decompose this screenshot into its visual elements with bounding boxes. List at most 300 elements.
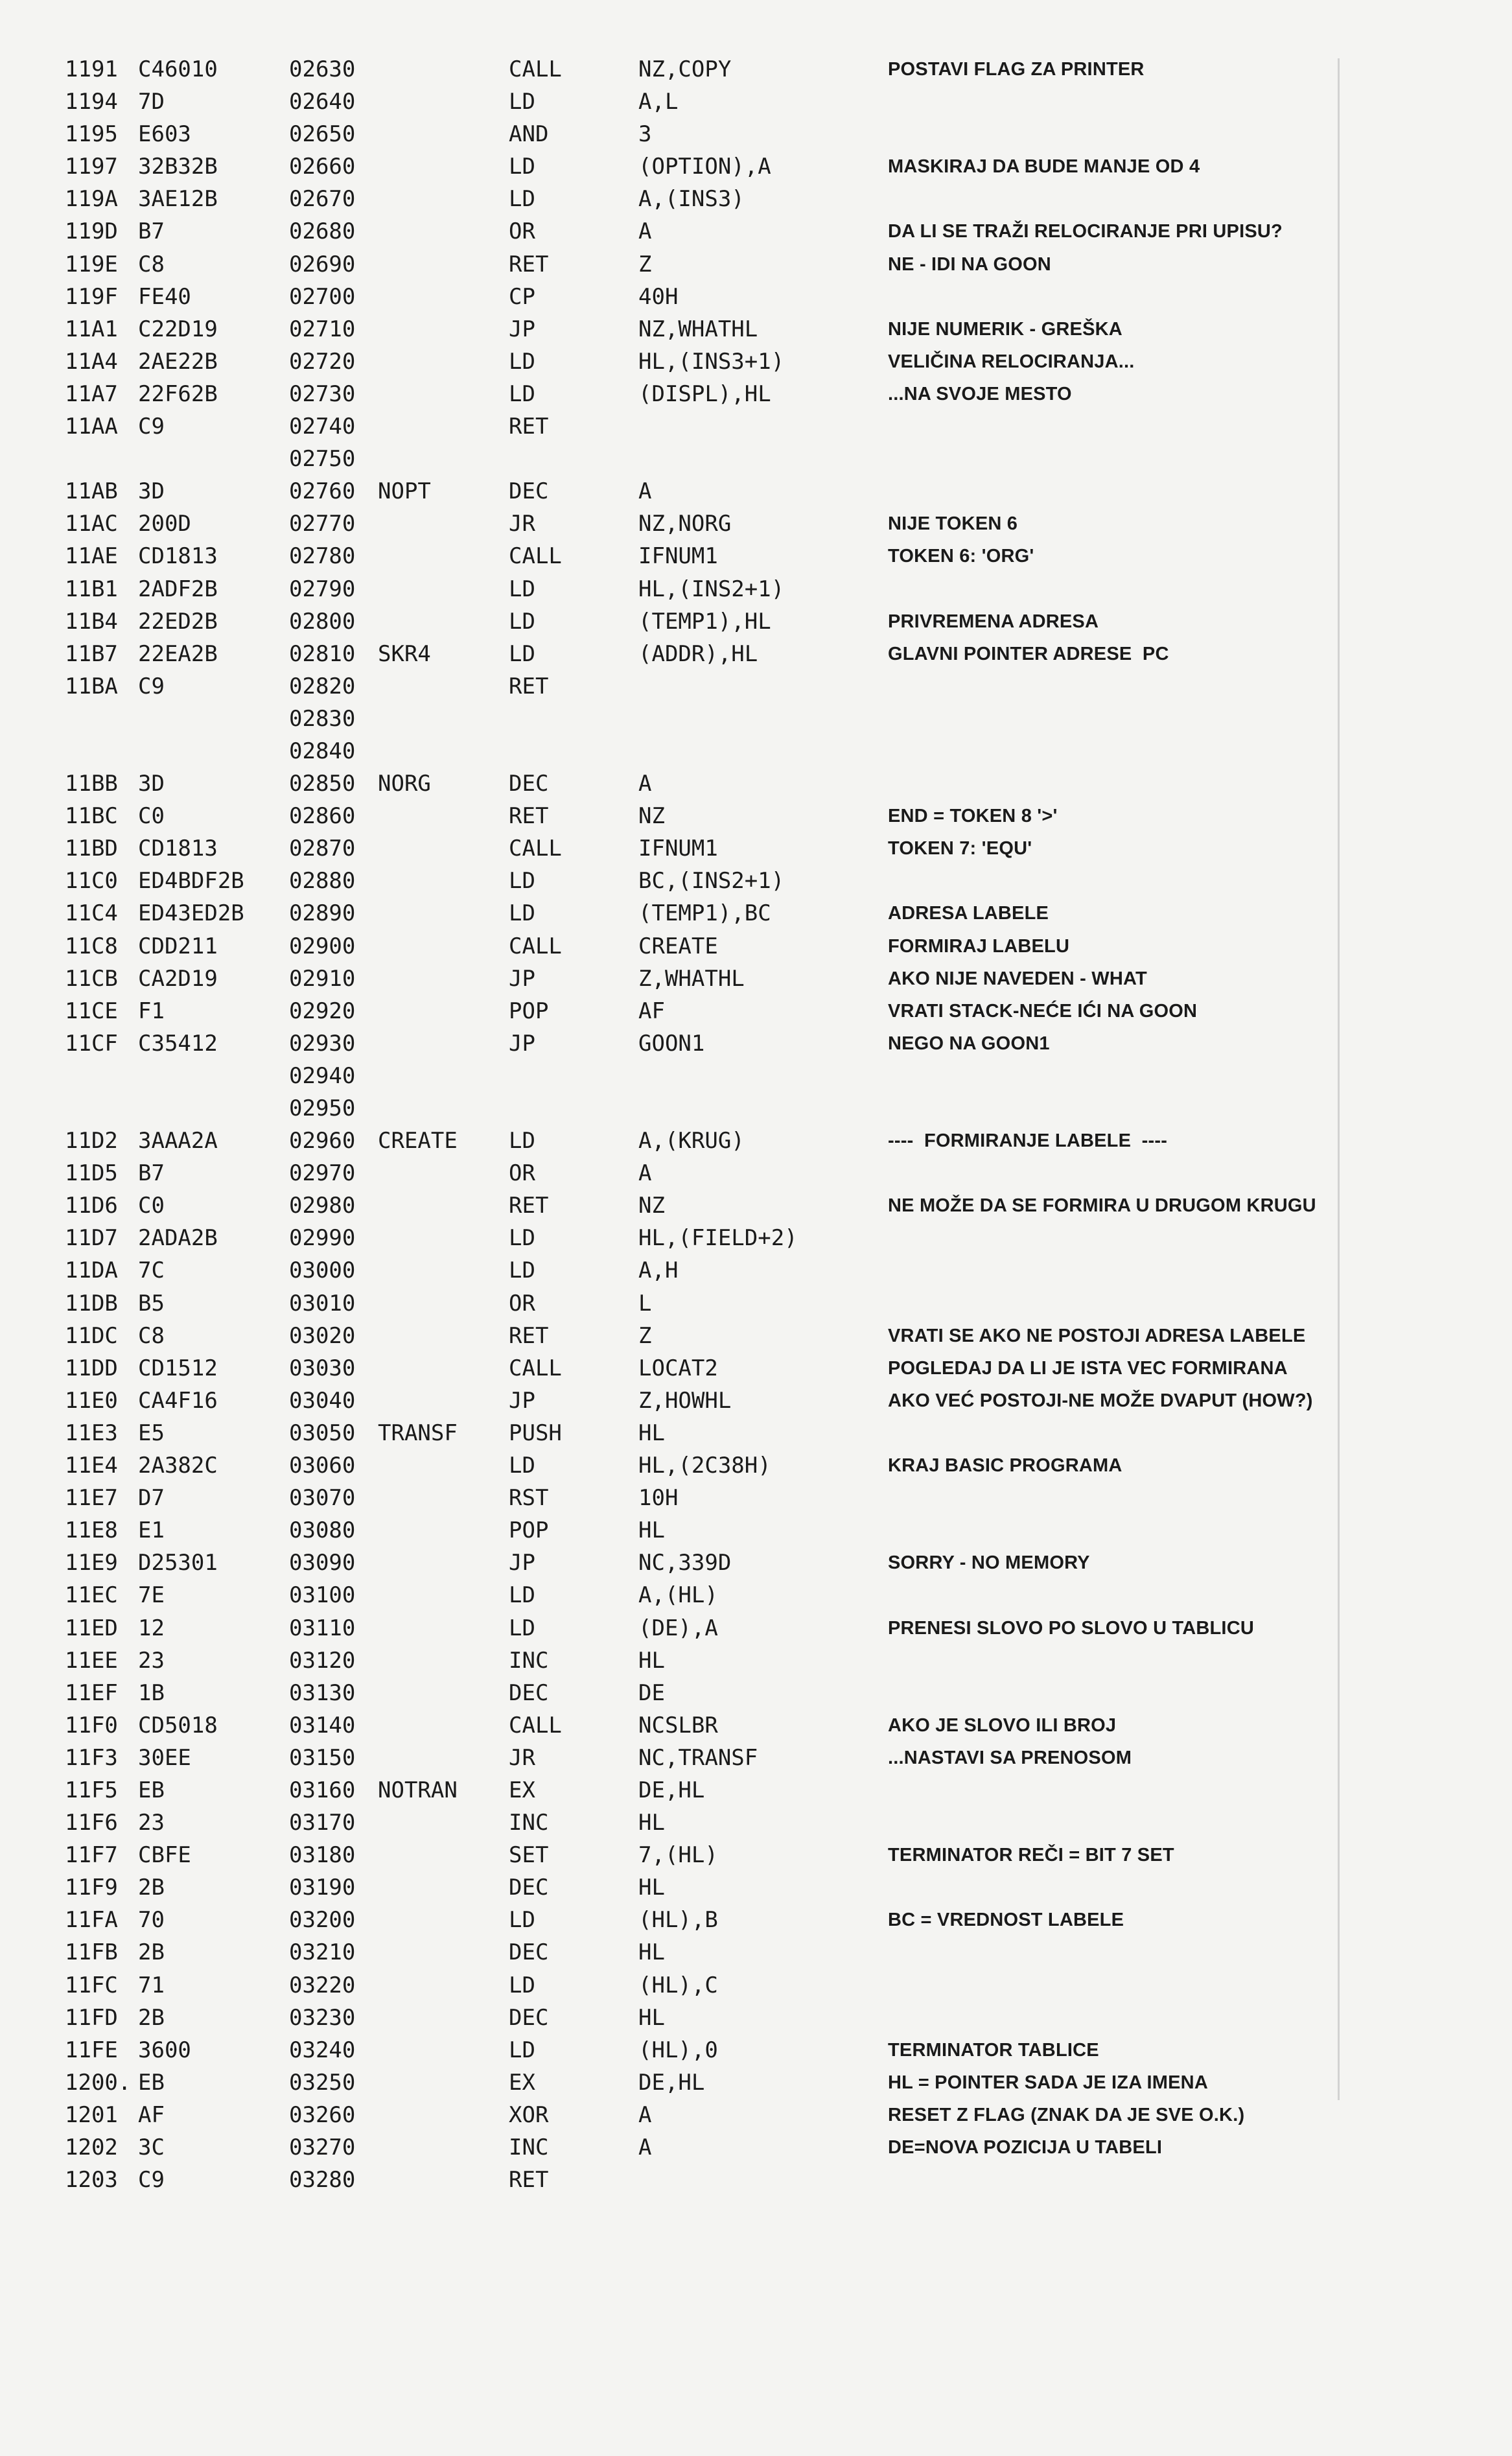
label: SKR4 xyxy=(378,640,431,667)
line-number: 02990 xyxy=(289,1225,356,1252)
machine-code: C8 xyxy=(138,1322,165,1349)
operand: DE xyxy=(638,1679,665,1706)
line-number: 02920 xyxy=(289,998,356,1024)
address: 11EE xyxy=(65,1647,118,1674)
operand: A xyxy=(638,478,652,505)
listing-row xyxy=(0,248,1512,281)
line-number: 02750 xyxy=(289,446,356,473)
address: 11EF xyxy=(65,1679,118,1706)
line-number: 02870 xyxy=(289,836,356,862)
line-number: 02790 xyxy=(289,576,356,602)
line-number: 02690 xyxy=(289,251,356,277)
listing-row xyxy=(0,1320,1512,1352)
line-number: 02980 xyxy=(289,1193,356,1219)
machine-code: D7 xyxy=(138,1485,165,1512)
address: 11DC xyxy=(65,1322,118,1349)
address: 119D xyxy=(65,218,118,245)
address: 11F9 xyxy=(65,1875,118,1901)
operand: NZ,NORG xyxy=(638,511,732,537)
address: 11E8 xyxy=(65,1517,118,1544)
machine-code: B7 xyxy=(138,218,165,245)
line-number: 02760 xyxy=(289,478,356,505)
comment: ADRESA LABELE xyxy=(888,903,1049,924)
listing-row xyxy=(0,1287,1512,1320)
machine-code: 23 xyxy=(138,1647,165,1674)
machine-code: 30EE xyxy=(138,1744,191,1771)
machine-code: 3600 xyxy=(138,2037,191,2063)
mnemonic: OR xyxy=(509,1160,535,1187)
comment: NIJE TOKEN 6 xyxy=(888,513,1018,535)
listing-row xyxy=(0,313,1512,345)
address: 11EC xyxy=(65,1582,118,1609)
line-number: 03010 xyxy=(289,1290,356,1316)
mnemonic: CALL xyxy=(509,933,562,959)
machine-code: B5 xyxy=(138,1290,165,1316)
line-number: 03060 xyxy=(289,1453,356,1479)
operand: GOON1 xyxy=(638,1030,705,1057)
operand: L xyxy=(638,1290,652,1316)
mnemonic: LD xyxy=(509,868,535,895)
listing-row xyxy=(0,150,1512,183)
operand: (HL),0 xyxy=(638,2037,718,2063)
listing-row xyxy=(0,410,1512,443)
machine-code: 2AE22B xyxy=(138,348,218,375)
machine-code: C35412 xyxy=(138,1030,218,1057)
mnemonic: INC xyxy=(509,1647,549,1674)
comment: TOKEN 6: 'ORG' xyxy=(888,546,1034,567)
listing-row xyxy=(0,767,1512,800)
line-number: 03160 xyxy=(289,1777,356,1803)
listing-row xyxy=(0,930,1512,963)
line-number: 02950 xyxy=(289,1095,356,1121)
comment: MASKIRAJ DA BUDE MANJE OD 4 xyxy=(888,156,1200,178)
comment: POSTAVI FLAG ZA PRINTER xyxy=(888,59,1145,80)
listing-row xyxy=(0,2099,1512,2131)
machine-code: 2ADA2B xyxy=(138,1225,218,1252)
operand: DE,HL xyxy=(638,2069,705,2096)
listing-row xyxy=(0,800,1512,832)
listing-row xyxy=(0,378,1512,410)
listing-row xyxy=(0,1839,1512,1871)
mnemonic: RET xyxy=(509,673,549,699)
operand: A,(HL) xyxy=(638,1582,718,1609)
listing-row xyxy=(0,1385,1512,1417)
line-number: 02660 xyxy=(289,154,356,180)
mnemonic: LD xyxy=(509,2037,535,2063)
machine-code: C9 xyxy=(138,414,165,440)
mnemonic: RET xyxy=(509,803,549,830)
line-number: 03230 xyxy=(289,2004,356,2031)
operand: 10H xyxy=(638,1485,679,1512)
mnemonic: JP xyxy=(509,965,535,992)
mnemonic: INC xyxy=(509,1810,549,1836)
mnemonic: INC xyxy=(509,2134,549,2160)
mnemonic: EX xyxy=(509,2069,535,2096)
machine-code: C46010 xyxy=(138,56,218,82)
line-number: 03190 xyxy=(289,1875,356,1901)
line-number: 02740 xyxy=(289,414,356,440)
operand: CREATE xyxy=(638,933,718,959)
listing-row xyxy=(0,215,1512,248)
machine-code: EB xyxy=(138,2069,165,2096)
address: 11FC xyxy=(65,1972,118,1998)
address: 11E7 xyxy=(65,1485,118,1512)
address: 11F6 xyxy=(65,1810,118,1836)
machine-code: 2B xyxy=(138,2004,165,2031)
listing-row xyxy=(0,2002,1512,2034)
machine-code: C9 xyxy=(138,2167,165,2193)
mnemonic: RET xyxy=(509,414,549,440)
operand: A xyxy=(638,218,652,245)
address: 119A xyxy=(65,186,118,213)
listing-row xyxy=(0,1774,1512,1807)
machine-code: AF xyxy=(138,2101,165,2128)
mnemonic: RET xyxy=(509,2167,549,2193)
operand: HL xyxy=(638,1875,665,1901)
machine-code: 2B xyxy=(138,1875,165,1901)
operand: HL,(INS3+1) xyxy=(638,348,785,375)
listing-row xyxy=(0,1514,1512,1547)
line-number: 02630 xyxy=(289,56,356,82)
line-number: 03150 xyxy=(289,1744,356,1771)
operand: HL,(FIELD+2) xyxy=(638,1225,798,1252)
machine-code: 23 xyxy=(138,1810,165,1836)
listing-row xyxy=(0,2164,1512,2196)
address: 11A1 xyxy=(65,316,118,342)
mnemonic: JP xyxy=(509,1550,535,1576)
line-number: 03080 xyxy=(289,1517,356,1544)
address: 1202 xyxy=(65,2134,118,2160)
listing-row xyxy=(0,897,1512,930)
comment: END = TOKEN 8 '>' xyxy=(888,806,1058,827)
operand: A xyxy=(638,771,652,797)
operand: (TEMP1),HL xyxy=(638,608,771,635)
address: 11F5 xyxy=(65,1777,118,1803)
operand: NZ xyxy=(638,803,665,830)
address: 1191 xyxy=(65,56,118,82)
operand: NZ,WHATHL xyxy=(638,316,758,342)
mnemonic: JP xyxy=(509,1387,535,1414)
mnemonic: DEC xyxy=(509,1939,549,1966)
mnemonic: LD xyxy=(509,1453,535,1479)
listing-row xyxy=(0,963,1512,995)
line-number: 02880 xyxy=(289,868,356,895)
listing-row xyxy=(0,1222,1512,1254)
address: 11AA xyxy=(65,414,118,440)
operand: A,(INS3) xyxy=(638,186,745,213)
operand: LOCAT2 xyxy=(638,1355,718,1381)
mnemonic: CALL xyxy=(509,56,562,82)
comment: DA LI SE TRAŽI RELOCIRANJE PRI UPISU? xyxy=(888,221,1283,242)
label: NOTRAN xyxy=(378,1777,458,1803)
line-number: 02930 xyxy=(289,1030,356,1057)
mnemonic: JR xyxy=(509,511,535,537)
line-number: 03120 xyxy=(289,1647,356,1674)
address: 11A4 xyxy=(65,348,118,375)
machine-code: D25301 xyxy=(138,1550,218,1576)
operand: A xyxy=(638,2134,652,2160)
address: 11D5 xyxy=(65,1160,118,1187)
mnemonic: CALL xyxy=(509,1355,562,1381)
line-number: 02940 xyxy=(289,1062,356,1089)
operand: (DISPL),HL xyxy=(638,380,771,407)
mnemonic: OR xyxy=(509,1290,535,1316)
line-number: 03020 xyxy=(289,1322,356,1349)
operand: IFNUM1 xyxy=(638,543,718,570)
address: 11DA xyxy=(65,1257,118,1284)
address: 11ED xyxy=(65,1615,118,1641)
operand: HL xyxy=(638,1939,665,1966)
mnemonic: POP xyxy=(509,1517,549,1544)
line-number: 02670 xyxy=(289,186,356,213)
mnemonic: RET xyxy=(509,1193,549,1219)
line-number: 02860 xyxy=(289,803,356,830)
machine-code: CD1512 xyxy=(138,1355,218,1381)
operand: HL,(2C38H) xyxy=(638,1453,771,1479)
mnemonic: LD xyxy=(509,1225,535,1252)
address: 11AC xyxy=(65,511,118,537)
listing-row xyxy=(0,281,1512,313)
mnemonic: RET xyxy=(509,1322,549,1349)
listing-row xyxy=(0,573,1512,605)
machine-code: 32B32B xyxy=(138,154,218,180)
listing-row xyxy=(0,1060,1512,1092)
address: 11E4 xyxy=(65,1453,118,1479)
comment: DE=NOVA POZICIJA U TABELI xyxy=(888,2137,1163,2158)
address: 11E9 xyxy=(65,1550,118,1576)
listing-row xyxy=(0,1482,1512,1514)
mnemonic: PUSH xyxy=(509,1420,562,1446)
listing-row xyxy=(0,1871,1512,1904)
address: 119E xyxy=(65,251,118,277)
line-number: 03280 xyxy=(289,2167,356,2193)
operand: NZ xyxy=(638,1193,665,1219)
mnemonic: POP xyxy=(509,998,549,1024)
address: 1194 xyxy=(65,89,118,115)
machine-code: 2ADF2B xyxy=(138,576,218,602)
line-number: 03000 xyxy=(289,1257,356,1284)
mnemonic: DEC xyxy=(509,1875,549,1901)
operand: (OPTION),A xyxy=(638,154,771,180)
listing-row xyxy=(0,1092,1512,1125)
line-number: 03140 xyxy=(289,1712,356,1738)
listing-row xyxy=(0,1807,1512,1839)
machine-code: ED4BDF2B xyxy=(138,868,244,895)
machine-code: 22ED2B xyxy=(138,608,218,635)
address: 11B1 xyxy=(65,576,118,602)
address: 11AB xyxy=(65,478,118,505)
operand: NZ,COPY xyxy=(638,56,732,82)
line-number: 02890 xyxy=(289,900,356,927)
comment: VRATI STACK-NEĆE IĆI NA GOON xyxy=(888,1000,1198,1022)
operand: Z xyxy=(638,1322,652,1349)
address: 11CE xyxy=(65,998,118,1024)
mnemonic: RET xyxy=(509,251,549,277)
label: NOPT xyxy=(378,478,431,505)
mnemonic: XOR xyxy=(509,2101,549,2128)
machine-code: 7D xyxy=(138,89,165,115)
machine-code: CDD211 xyxy=(138,933,218,959)
listing-row xyxy=(0,86,1512,118)
line-number: 02800 xyxy=(289,608,356,635)
mnemonic: LD xyxy=(509,154,535,180)
line-number: 02910 xyxy=(289,965,356,992)
operand: HL xyxy=(638,1517,665,1544)
machine-code: 7C xyxy=(138,1257,165,1284)
listing-row xyxy=(0,1709,1512,1742)
machine-code: EB xyxy=(138,1777,165,1803)
listing-row xyxy=(0,1612,1512,1644)
mnemonic: LD xyxy=(509,1907,535,1934)
operand: NC,339D xyxy=(638,1550,732,1576)
comment: PRIVREMENA ADRESA xyxy=(888,611,1099,632)
address: 11D6 xyxy=(65,1193,118,1219)
mnemonic: JP xyxy=(509,1030,535,1057)
line-number: 02850 xyxy=(289,771,356,797)
listing-row xyxy=(0,475,1512,508)
listing-row xyxy=(0,995,1512,1027)
listing-row xyxy=(0,1904,1512,1936)
operand: A,L xyxy=(638,89,679,115)
comment: ---- FORMIRANJE LABELE ---- xyxy=(888,1130,1168,1152)
mnemonic: LD xyxy=(509,900,535,927)
comment: VELIČINA RELOCIRANJA... xyxy=(888,351,1135,372)
address: 11B4 xyxy=(65,608,118,635)
address: 11E3 xyxy=(65,1420,118,1446)
listing-row xyxy=(0,865,1512,897)
machine-code: 2B xyxy=(138,1939,165,1966)
operand: (TEMP1),BC xyxy=(638,900,771,927)
machine-code: ED43ED2B xyxy=(138,900,244,927)
machine-code: CD1813 xyxy=(138,543,218,570)
line-number: 03040 xyxy=(289,1387,356,1414)
listing-row xyxy=(0,1352,1512,1385)
address: 11B7 xyxy=(65,640,118,667)
comment: NE MOŽE DA SE FORMIRA U DRUGOM KRUGU xyxy=(888,1195,1316,1217)
address: 1195 xyxy=(65,121,118,148)
comment: NE - IDI NA GOON xyxy=(888,253,1051,275)
mnemonic: LD xyxy=(509,1257,535,1284)
machine-code: FE40 xyxy=(138,283,191,310)
listing-row xyxy=(0,1189,1512,1222)
listing-row xyxy=(0,1449,1512,1482)
machine-code: CA2D19 xyxy=(138,965,218,992)
machine-code: C22D19 xyxy=(138,316,218,342)
address: 11AE xyxy=(65,543,118,570)
mnemonic: CP xyxy=(509,283,535,310)
mnemonic: LD xyxy=(509,89,535,115)
operand: Z xyxy=(638,251,652,277)
machine-code: F1 xyxy=(138,998,165,1024)
machine-code: 3C xyxy=(138,2134,165,2160)
address: 11F3 xyxy=(65,1744,118,1771)
address: 11BA xyxy=(65,673,118,699)
machine-code: 3D xyxy=(138,478,165,505)
operand: A xyxy=(638,2101,652,2128)
comment: GLAVNI POINTER ADRESE PC xyxy=(888,643,1169,664)
operand: 40H xyxy=(638,283,679,310)
machine-code: C0 xyxy=(138,1193,165,1219)
line-number: 03170 xyxy=(289,1810,356,1836)
mnemonic: LD xyxy=(509,1128,535,1154)
machine-code: 2A382C xyxy=(138,1453,218,1479)
address: 11F0 xyxy=(65,1712,118,1738)
mnemonic: SET xyxy=(509,1842,549,1869)
mnemonic: OR xyxy=(509,218,535,245)
listing-row xyxy=(0,2131,1512,2164)
mnemonic: LD xyxy=(509,348,535,375)
comment: AKO JE SLOVO ILI BROJ xyxy=(888,1714,1117,1736)
operand: A xyxy=(638,1160,652,1187)
mnemonic: LD xyxy=(509,640,535,667)
machine-code: 200D xyxy=(138,511,191,537)
address: 11A7 xyxy=(65,380,118,407)
line-number: 03210 xyxy=(289,1939,356,1966)
mnemonic: DEC xyxy=(509,771,549,797)
listing-row xyxy=(0,1417,1512,1449)
operand: NCSLBR xyxy=(638,1712,718,1738)
machine-code: C9 xyxy=(138,673,165,699)
line-number: 03260 xyxy=(289,2101,356,2128)
line-number: 03220 xyxy=(289,1972,356,1998)
comment: RESET Z FLAG (ZNAK DA JE SVE O.K.) xyxy=(888,2104,1245,2125)
line-number: 02900 xyxy=(289,933,356,959)
comment: KRAJ BASIC PROGRAMA xyxy=(888,1455,1122,1477)
line-number: 02640 xyxy=(289,89,356,115)
mnemonic: CALL xyxy=(509,836,562,862)
operand: IFNUM1 xyxy=(638,836,718,862)
listing-row xyxy=(0,1547,1512,1579)
operand: 3 xyxy=(638,121,652,148)
mnemonic: RST xyxy=(509,1485,549,1512)
line-number: 03250 xyxy=(289,2069,356,2096)
address: 119F xyxy=(65,283,118,310)
line-number: 03200 xyxy=(289,1907,356,1934)
address: 11F7 xyxy=(65,1842,118,1869)
line-number: 02820 xyxy=(289,673,356,699)
mnemonic: JR xyxy=(509,1744,535,1771)
line-number: 02810 xyxy=(289,640,356,667)
machine-code: CA4F16 xyxy=(138,1387,218,1414)
machine-code: 7E xyxy=(138,1582,165,1609)
listing-row xyxy=(0,443,1512,475)
machine-code: E603 xyxy=(138,121,191,148)
line-number: 02730 xyxy=(289,380,356,407)
mnemonic: DEC xyxy=(509,1679,549,1706)
operand: HL xyxy=(638,1647,665,1674)
listing-row xyxy=(0,2066,1512,2099)
mnemonic: DEC xyxy=(509,2004,549,2031)
label: CREATE xyxy=(378,1128,458,1154)
listing-row xyxy=(0,53,1512,86)
listing-row xyxy=(0,735,1512,767)
comment: TERMINATOR TABLICE xyxy=(888,2039,1099,2061)
address: 1197 xyxy=(65,154,118,180)
listing-row xyxy=(0,508,1512,540)
address: 1201 xyxy=(65,2101,118,2128)
listing-row xyxy=(0,1027,1512,1060)
machine-code: E5 xyxy=(138,1420,165,1446)
address: 11BB xyxy=(65,771,118,797)
listing-row xyxy=(0,1936,1512,1969)
machine-code: C0 xyxy=(138,803,165,830)
line-number: 02830 xyxy=(289,705,356,732)
comment: TOKEN 7: 'EQU' xyxy=(888,838,1032,860)
machine-code: 22F62B xyxy=(138,380,218,407)
machine-code: CD5018 xyxy=(138,1712,218,1738)
operand: (DE),A xyxy=(638,1615,718,1641)
address: 11CB xyxy=(65,965,118,992)
